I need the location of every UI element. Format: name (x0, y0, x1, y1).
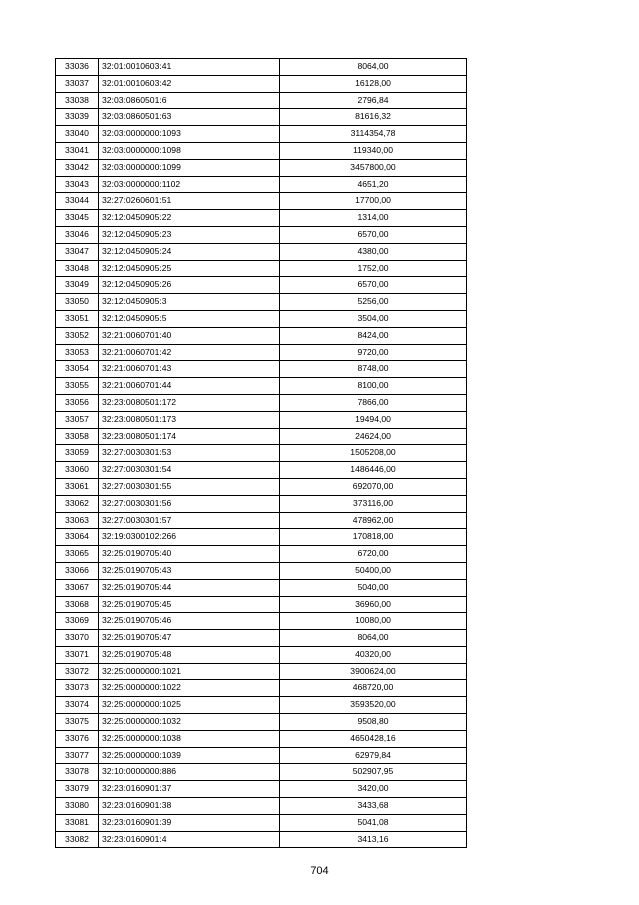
row-number-cell: 33073 (56, 680, 99, 697)
table-row (56, 646, 467, 663)
value-cell: 1505208,00 (280, 445, 467, 462)
row-number-cell: 33058 (56, 428, 99, 445)
cadastral-number-cell: 32:25:0190705:48 (99, 646, 280, 663)
cadastral-number-cell: 32:12:0450905:26 (99, 277, 280, 294)
table-row (56, 663, 467, 680)
value-cell: 9720,00 (280, 344, 467, 361)
row-number-cell: 33067 (56, 579, 99, 596)
value-cell: 7866,00 (280, 394, 467, 411)
row-number-cell: 33051 (56, 310, 99, 327)
table-row (56, 59, 467, 76)
cadastral-number-cell: 32:12:0450905:25 (99, 260, 280, 277)
registry-table (55, 58, 467, 848)
table-row (56, 512, 467, 529)
table-row (56, 109, 467, 126)
cadastral-number-cell: 32:21:0060701:40 (99, 327, 280, 344)
row-number-cell: 33081 (56, 814, 99, 831)
value-cell: 6570,00 (280, 277, 467, 294)
table-row (56, 714, 467, 731)
value-cell: 3593520,00 (280, 697, 467, 714)
table-row (56, 327, 467, 344)
cadastral-number-cell: 32:19:0300102:266 (99, 529, 280, 546)
cadastral-number-cell: 32:10:0000000:886 (99, 764, 280, 781)
table-row (56, 814, 467, 831)
cadastral-number-cell: 32:21:0060701:44 (99, 378, 280, 395)
value-cell: 502907,95 (280, 764, 467, 781)
row-number-cell: 33076 (56, 730, 99, 747)
row-number-cell: 33069 (56, 613, 99, 630)
row-number-cell: 33068 (56, 596, 99, 613)
row-number-cell: 33041 (56, 142, 99, 159)
table-row (56, 176, 467, 193)
value-cell: 170818,00 (280, 529, 467, 546)
cadastral-number-cell: 32:01:0010603:42 (99, 75, 280, 92)
table-row (56, 394, 467, 411)
table-row (56, 613, 467, 630)
table-row (56, 428, 467, 445)
row-number-cell: 33043 (56, 176, 99, 193)
cadastral-number-cell: 32:27:0030301:53 (99, 445, 280, 462)
cadastral-number-cell: 32:23:0080501:173 (99, 411, 280, 428)
table-row (56, 764, 467, 781)
cadastral-number-cell: 32:23:0160901:39 (99, 814, 280, 831)
value-cell: 16128,00 (280, 75, 467, 92)
cadastral-number-cell: 32:25:0000000:1038 (99, 730, 280, 747)
cadastral-number-cell: 32:25:0000000:1022 (99, 680, 280, 697)
value-cell: 3114354,78 (280, 126, 467, 143)
value-cell: 17700,00 (280, 193, 467, 210)
cadastral-number-cell: 32:25:0190705:40 (99, 546, 280, 563)
table-row (56, 142, 467, 159)
row-number-cell: 33072 (56, 663, 99, 680)
value-cell: 1752,00 (280, 260, 467, 277)
row-number-cell: 33070 (56, 630, 99, 647)
row-number-cell: 33057 (56, 411, 99, 428)
registry-table-body (56, 59, 467, 848)
row-number-cell: 33079 (56, 781, 99, 798)
cadastral-number-cell: 32:25:0000000:1021 (99, 663, 280, 680)
value-cell: 4651,20 (280, 176, 467, 193)
table-row (56, 546, 467, 563)
table-row (56, 226, 467, 243)
row-number-cell: 33038 (56, 92, 99, 109)
row-number-cell: 33049 (56, 277, 99, 294)
cadastral-number-cell: 32:03:0860501:6 (99, 92, 280, 109)
value-cell: 81616,32 (280, 109, 467, 126)
row-number-cell: 33064 (56, 529, 99, 546)
row-number-cell: 33078 (56, 764, 99, 781)
table-row (56, 831, 467, 848)
cadastral-number-cell: 32:03:0000000:1093 (99, 126, 280, 143)
table-row (56, 462, 467, 479)
value-cell: 478962,00 (280, 512, 467, 529)
table-row (56, 378, 467, 395)
cadastral-number-cell: 32:27:0260601:51 (99, 193, 280, 210)
row-number-cell: 33075 (56, 714, 99, 731)
value-cell: 3457800,00 (280, 159, 467, 176)
cadastral-number-cell: 32:25:0190705:47 (99, 630, 280, 647)
value-cell: 8424,00 (280, 327, 467, 344)
row-number-cell: 33037 (56, 75, 99, 92)
table-row (56, 445, 467, 462)
cadastral-number-cell: 32:25:0190705:43 (99, 562, 280, 579)
row-number-cell: 33071 (56, 646, 99, 663)
table-row (56, 495, 467, 512)
value-cell: 8748,00 (280, 361, 467, 378)
cadastral-number-cell: 32:03:0000000:1099 (99, 159, 280, 176)
row-number-cell: 33074 (56, 697, 99, 714)
value-cell: 5041,08 (280, 814, 467, 831)
value-cell: 5256,00 (280, 294, 467, 311)
row-number-cell: 33039 (56, 109, 99, 126)
row-number-cell: 33066 (56, 562, 99, 579)
value-cell: 3433,68 (280, 798, 467, 815)
page-number: 704 (310, 865, 329, 877)
row-number-cell: 33063 (56, 512, 99, 529)
value-cell: 2796,84 (280, 92, 467, 109)
value-cell: 5040,00 (280, 579, 467, 596)
value-cell: 468720,00 (280, 680, 467, 697)
cadastral-number-cell: 32:25:0000000:1025 (99, 697, 280, 714)
cadastral-number-cell: 32:23:0080501:172 (99, 394, 280, 411)
cadastral-number-cell: 32:25:0000000:1039 (99, 747, 280, 764)
cadastral-number-cell: 32:03:0000000:1098 (99, 142, 280, 159)
row-number-cell: 33050 (56, 294, 99, 311)
table-row (56, 798, 467, 815)
cadastral-number-cell: 32:27:0030301:54 (99, 462, 280, 479)
row-number-cell: 33048 (56, 260, 99, 277)
cadastral-number-cell: 32:12:0450905:24 (99, 243, 280, 260)
cadastral-number-cell: 32:12:0450905:5 (99, 310, 280, 327)
table-row (56, 596, 467, 613)
value-cell: 6570,00 (280, 226, 467, 243)
cadastral-number-cell: 32:03:0000000:1102 (99, 176, 280, 193)
value-cell: 3504,00 (280, 310, 467, 327)
cadastral-number-cell: 32:27:0030301:56 (99, 495, 280, 512)
row-number-cell: 33042 (56, 159, 99, 176)
row-number-cell: 33077 (56, 747, 99, 764)
row-number-cell: 33062 (56, 495, 99, 512)
row-number-cell: 33036 (56, 59, 99, 76)
value-cell: 24624,00 (280, 428, 467, 445)
value-cell: 10080,00 (280, 613, 467, 630)
cadastral-number-cell: 32:12:0450905:3 (99, 294, 280, 311)
row-number-cell: 33040 (56, 126, 99, 143)
value-cell: 19494,00 (280, 411, 467, 428)
table-row (56, 126, 467, 143)
row-number-cell: 33061 (56, 478, 99, 495)
cadastral-number-cell: 32:25:0190705:45 (99, 596, 280, 613)
row-number-cell: 33060 (56, 462, 99, 479)
value-cell: 373116,00 (280, 495, 467, 512)
value-cell: 8100,00 (280, 378, 467, 395)
cadastral-number-cell: 32:23:0160901:4 (99, 831, 280, 848)
value-cell: 3420,00 (280, 781, 467, 798)
table-row (56, 344, 467, 361)
row-number-cell: 33055 (56, 378, 99, 395)
row-number-cell: 33054 (56, 361, 99, 378)
table-row (56, 361, 467, 378)
row-number-cell: 33044 (56, 193, 99, 210)
value-cell: 62979,84 (280, 747, 467, 764)
table-row (56, 781, 467, 798)
row-number-cell: 33046 (56, 226, 99, 243)
cadastral-number-cell: 32:25:0000000:1032 (99, 714, 280, 731)
table-row (56, 529, 467, 546)
value-cell: 3900624,00 (280, 663, 467, 680)
value-cell: 50400,00 (280, 562, 467, 579)
table-row (56, 92, 467, 109)
row-number-cell: 33047 (56, 243, 99, 260)
cadastral-number-cell: 32:27:0030301:55 (99, 478, 280, 495)
value-cell: 119340,00 (280, 142, 467, 159)
cadastral-number-cell: 32:03:0860501:63 (99, 109, 280, 126)
value-cell: 9508,80 (280, 714, 467, 731)
table-row (56, 243, 467, 260)
value-cell: 1486446,00 (280, 462, 467, 479)
table-row (56, 478, 467, 495)
value-cell: 40320,00 (280, 646, 467, 663)
value-cell: 4650428,16 (280, 730, 467, 747)
row-number-cell: 33080 (56, 798, 99, 815)
value-cell: 8064,00 (280, 630, 467, 647)
cadastral-number-cell: 32:01:0010603:41 (99, 59, 280, 76)
table-row (56, 680, 467, 697)
cadastral-number-cell: 32:23:0160901:38 (99, 798, 280, 815)
table-row (56, 630, 467, 647)
table-row (56, 562, 467, 579)
cadastral-number-cell: 32:12:0450905:22 (99, 210, 280, 227)
table-row (56, 747, 467, 764)
cadastral-number-cell: 32:21:0060701:42 (99, 344, 280, 361)
cadastral-number-cell: 32:21:0060701:43 (99, 361, 280, 378)
cadastral-number-cell: 32:23:0080501:174 (99, 428, 280, 445)
table-row (56, 75, 467, 92)
table-row (56, 294, 467, 311)
row-number-cell: 33056 (56, 394, 99, 411)
table-row (56, 579, 467, 596)
value-cell: 36960,00 (280, 596, 467, 613)
cadastral-number-cell: 32:25:0190705:46 (99, 613, 280, 630)
row-number-cell: 33045 (56, 210, 99, 227)
value-cell: 692070,00 (280, 478, 467, 495)
table-row (56, 277, 467, 294)
value-cell: 4380,00 (280, 243, 467, 260)
table-row (56, 310, 467, 327)
table-row (56, 411, 467, 428)
cadastral-number-cell: 32:25:0190705:44 (99, 579, 280, 596)
row-number-cell: 33065 (56, 546, 99, 563)
value-cell: 8064,00 (280, 59, 467, 76)
table-row (56, 697, 467, 714)
cadastral-number-cell: 32:27:0030301:57 (99, 512, 280, 529)
cadastral-number-cell: 32:23:0160901:37 (99, 781, 280, 798)
value-cell: 3413,16 (280, 831, 467, 848)
table-row (56, 193, 467, 210)
row-number-cell: 33052 (56, 327, 99, 344)
row-number-cell: 33053 (56, 344, 99, 361)
table-row (56, 730, 467, 747)
cadastral-number-cell: 32:12:0450905:23 (99, 226, 280, 243)
table-row (56, 159, 467, 176)
value-cell: 1314,00 (280, 210, 467, 227)
table-row (56, 210, 467, 227)
value-cell: 6720,00 (280, 546, 467, 563)
table-row (56, 260, 467, 277)
row-number-cell: 33082 (56, 831, 99, 848)
row-number-cell: 33059 (56, 445, 99, 462)
